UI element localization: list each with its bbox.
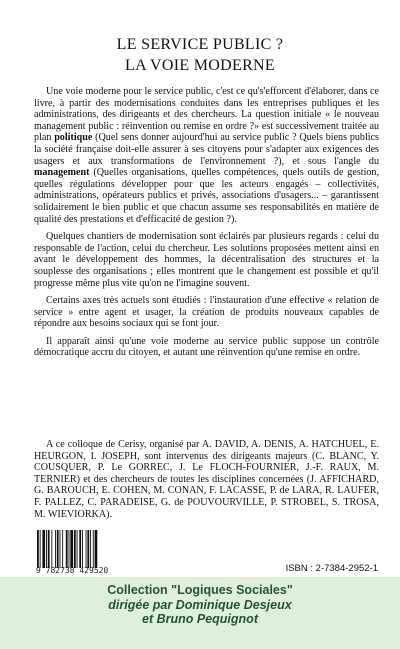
paragraph-1-bold-politique: politique <box>54 132 93 144</box>
paragraph-2: Quelques chantiers de modernisation sont éclairés par plusieurs regards : celui du responsable de l'action, celui du chercheur. Les solutions proposées mettent ainsi en avant le développement des hommes, la décentralisation des structures et la souplesse des organisations ; elles montrent que le changement est possible et qu'il progresse même plus vite qu'on ne l'imagine souvent. <box>34 231 379 289</box>
barcode-bar <box>62 530 63 568</box>
collection-line-3: et Bruno Pequignot <box>142 612 258 626</box>
barcode-icon <box>36 530 118 568</box>
barcode-bar <box>69 530 70 568</box>
paragraph-1-text-b: (Quel sens donner aujourd'hui au service public ? Quels biens publics la société française doit-elle assurer à ses citoyens pour s'adapter aux exigences des usagers et aux transformations de l'environnement ?), et sous l'angle du <box>34 132 379 167</box>
barcode-bar <box>95 530 98 568</box>
paragraph-3: Certains axes très actuels sont étudiés : l'instauration d'une effective « relation de service » entre agent et usager, la création de produits nouveaux capables de répondre aux besoins sociaux qui se font jour. <box>34 295 379 330</box>
barcode-bar <box>48 530 50 568</box>
barcode-bar <box>74 530 76 568</box>
barcode-bar <box>86 530 87 568</box>
barcode-bar <box>57 530 59 568</box>
barcode-bar <box>46 530 47 568</box>
barcode-bar <box>40 530 41 568</box>
barcode-bar <box>37 530 39 568</box>
collection-line-2: dirigée par Dominique Desjeux <box>108 597 292 612</box>
barcode-bar <box>55 530 56 568</box>
collection-line-1: Collection "Logiques Sociales" <box>107 583 293 597</box>
barcode-bar <box>70 530 73 568</box>
barcode-bar <box>79 530 81 568</box>
barcode-bar <box>66 530 68 568</box>
title-line-2: LA VOIE MODERNE <box>125 57 275 74</box>
colloque-section <box>34 439 379 520</box>
isbn: ISBN : 2-7384-2952-1 <box>285 563 378 574</box>
barcode-bar <box>82 530 83 568</box>
barcode-bar <box>60 530 61 568</box>
title-line-1: LE SERVICE PUBLIC ? <box>116 36 284 53</box>
paragraph-1-text-c: (Quelles organisations, quelles compétences, quels outils de gestion, quelles régulations développer pour que les acteurs engagés – collectivités, administrations, opérateurs publics et privés, associations d'usagers... – garantissent solidairement le bien public et que chacun assume ses responsabilités en matière de qualité des prestations et d'efficacité de gestion ?). <box>34 167 379 225</box>
blurb <box>34 86 379 365</box>
barcode-number: 9 782738 429520 <box>36 566 109 575</box>
paragraph-1-bold-management: management <box>34 167 90 179</box>
barcode-bar <box>87 530 89 568</box>
collection-text <box>0 583 400 627</box>
barcode-bar <box>93 530 94 568</box>
barcode-bar <box>51 530 52 568</box>
paragraph-1-text-a: Une voie moderne pour le service public, c'est ce qu's'efforcent d'élaborer, dans ce livre, à partir des modernisations conduites dans les entreprises publiques et les administrations, des dirigeants et des chercheurs. La question initiale « le nouveau management public : réinvention ou remise en ordre ?» est successivement traitée au plan <box>34 86 379 144</box>
barcode-bar <box>42 530 45 568</box>
barcode-bar <box>90 530 91 568</box>
paragraph-4: Il apparaît ainsi qu'une voie moderne au service public suppose un contrôle démocratique accru du citoyen, et autant une réinvention qu'une remise en ordre. <box>34 335 379 359</box>
barcode-bar <box>77 530 78 568</box>
colloque-paragraph: A ce colloque de Cerisy, organisé par A. DAVID, A. DENIS, A. HATCHUEL, E. HEURGON, I. JOSEPH, sont intervenus des dirigeants majeurs (C. BLANC, Y. COUSQUER, P. Le GORREC, J. Le FLOCH-FOURNIER, J.-F. RAUX, M. TERNIER) et des chercheurs de toutes les disciplines concernées (J. AFFICHARD, G. BAROUCH, E. COHEN, M. CONAN, F. LACASSE, P. de LARA, R. LAUFER, F. PALLEZ, C. PARADEISE, G. de POUVOURVILLE, P. STROBEL, S. TROSA, M. WIEVIORKA). <box>34 439 379 520</box>
paragraph-1 <box>34 86 379 225</box>
